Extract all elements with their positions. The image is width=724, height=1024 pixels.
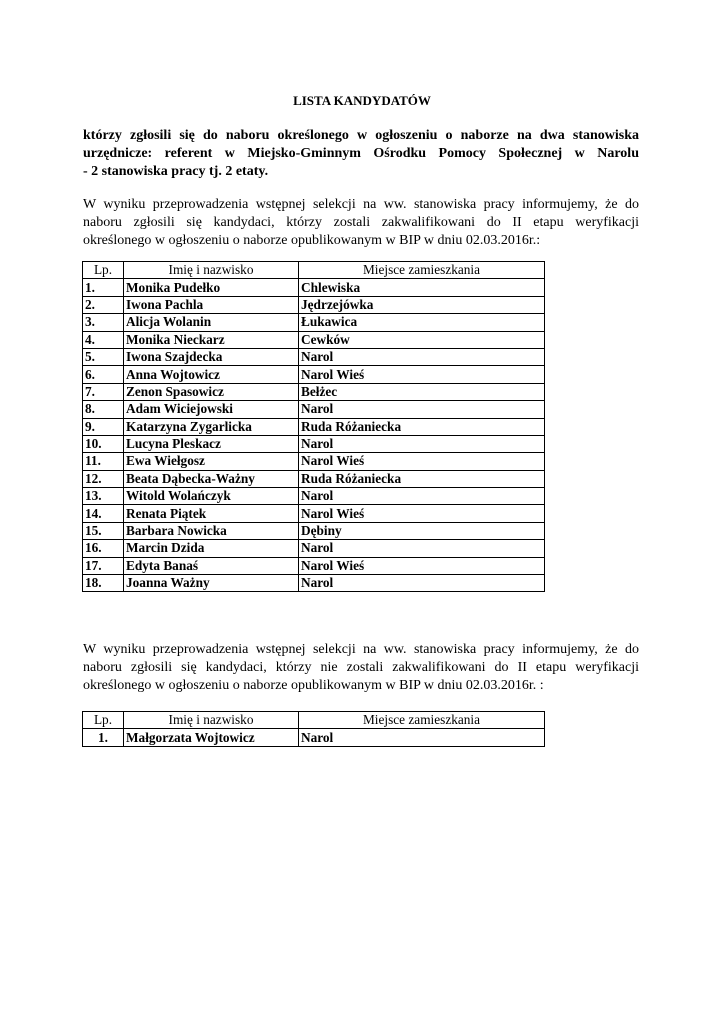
- candidate-residence: Narol: [299, 540, 545, 557]
- table-row: [83, 557, 545, 574]
- row-number: 7.: [83, 383, 124, 400]
- paragraph-line: określonego w ogłoszeniu o naborze opublikowanym w BIP w dniu 02.03.2016r.:: [83, 233, 541, 248]
- candidate-name: Barbara Nowicka: [124, 522, 299, 539]
- table-row: [83, 383, 545, 400]
- subtitle-line: urzędnicze: referent w Miejsko-Gminnym Ośrodku Pomocy Społecznej w Narolu: [83, 146, 639, 161]
- candidate-residence: Narol: [299, 401, 545, 418]
- candidate-name: Iwona Pachla: [124, 296, 299, 313]
- table-row: [83, 331, 545, 348]
- paragraph-line: określonego w ogłoszeniu o naborze opublikowanym w BIP w dniu 02.03.2016r. :: [83, 678, 544, 693]
- table-row: [83, 366, 545, 383]
- table-row: [83, 575, 545, 592]
- header-lp: Lp.: [83, 712, 124, 729]
- candidate-residence: Narol: [299, 488, 545, 505]
- row-number: 10.: [83, 435, 124, 452]
- row-number: 18.: [83, 575, 124, 592]
- candidate-residence: Cewków: [299, 331, 545, 348]
- candidate-name: Renata Piątek: [124, 505, 299, 522]
- candidate-name: Joanna Ważny: [124, 575, 299, 592]
- candidate-name: Beata Dąbecka-Ważny: [124, 470, 299, 487]
- not-qualified-candidates-table: [82, 711, 545, 747]
- candidate-residence: Narol: [299, 435, 545, 452]
- row-number: 13.: [83, 488, 124, 505]
- row-number: 15.: [83, 522, 124, 539]
- candidate-name: Anna Wojtowicz: [124, 366, 299, 383]
- row-number: 1.: [83, 279, 124, 296]
- header-name: Imię i nazwisko: [124, 712, 299, 729]
- candidate-residence: Narol Wieś: [299, 557, 545, 574]
- candidate-name: Małgorzata Wojtowicz: [124, 729, 299, 746]
- row-number: 8.: [83, 401, 124, 418]
- table-row: [83, 279, 545, 296]
- row-number: 11.: [83, 453, 124, 470]
- candidate-name: Marcin Dzida: [124, 540, 299, 557]
- candidate-name: Witold Wolańczyk: [124, 488, 299, 505]
- row-number: 6.: [83, 366, 124, 383]
- candidate-name: Adam Wiciejowski: [124, 401, 299, 418]
- row-number: 14.: [83, 505, 124, 522]
- subtitle-line: którzy zgłosili się do naboru określonego w ogłoszeniu o naborze na dwa stanowiska: [83, 128, 639, 143]
- table-row: [83, 435, 545, 452]
- row-number: 4.: [83, 331, 124, 348]
- table-row: [83, 522, 545, 539]
- table-row: [83, 488, 545, 505]
- candidate-residence: Narol: [299, 575, 545, 592]
- table-row: [83, 314, 545, 331]
- paragraph-line: W wyniku przeprowadzenia wstępnej selekcji na ww. stanowiska pracy informujemy, że do: [83, 642, 639, 657]
- row-number: 1.: [83, 729, 124, 746]
- candidate-name: Lucyna Pleskacz: [124, 435, 299, 452]
- table-row: [83, 296, 545, 313]
- recruitment-subtitle: [83, 127, 639, 181]
- header-lp: Lp.: [83, 262, 124, 279]
- table-row: [83, 470, 545, 487]
- table-row: [83, 401, 545, 418]
- candidate-residence: Narol: [299, 729, 545, 746]
- qualified-intro-paragraph: [83, 196, 639, 250]
- qualified-candidates-table: [82, 261, 545, 592]
- candidate-residence: Dębiny: [299, 522, 545, 539]
- candidate-residence: Narol Wieś: [299, 453, 545, 470]
- row-number: 12.: [83, 470, 124, 487]
- page-title: LISTA KANDYDATÓW: [293, 93, 431, 108]
- table-row: [83, 505, 545, 522]
- candidate-name: Edyta Banaś: [124, 557, 299, 574]
- not-qualified-table-body: [83, 729, 545, 746]
- candidate-residence: Narol Wieś: [299, 505, 545, 522]
- table-row: [83, 540, 545, 557]
- paragraph-line: W wyniku przeprowadzenia wstępnej selekcji na ww. stanowiska pracy informujemy, że do: [83, 197, 639, 212]
- table-header-row: [83, 262, 545, 279]
- header-place: Miejsce zamieszkania: [299, 712, 545, 729]
- table-row: [83, 453, 545, 470]
- candidate-name: Zenon Spasowicz: [124, 383, 299, 400]
- candidate-name: Monika Nieckarz: [124, 331, 299, 348]
- table-row: [83, 418, 545, 435]
- qualified-table-body: [83, 279, 545, 592]
- candidate-residence: Bełżec: [299, 383, 545, 400]
- header-place: Miejsce zamieszkania: [299, 262, 545, 279]
- not-qualified-intro-paragraph: [83, 641, 639, 695]
- candidate-name: Monika Pudełko: [124, 279, 299, 296]
- candidate-residence: Narol: [299, 348, 545, 365]
- candidate-name: Iwona Szajdecka: [124, 348, 299, 365]
- row-number: 5.: [83, 348, 124, 365]
- subtitle-line: - 2 stanowiska pracy tj. 2 etaty.: [83, 164, 269, 179]
- row-number: 16.: [83, 540, 124, 557]
- row-number: 2.: [83, 296, 124, 313]
- paragraph-line: naboru zgłosili się kandydaci, którzy zostali zakwalifikowani do II etapu weryfikacji: [83, 215, 639, 230]
- paragraph-line: naboru zgłosili się kandydaci, którzy nie zostali zakwalifikowani do II etapu weryfikacji: [83, 660, 639, 675]
- table-row: [83, 348, 545, 365]
- candidate-name: Ewa Wiełgosz: [124, 453, 299, 470]
- candidate-name: Alicja Wolanin: [124, 314, 299, 331]
- candidate-residence: Chlewiska: [299, 279, 545, 296]
- row-number: 9.: [83, 418, 124, 435]
- table-header-row: [83, 712, 545, 729]
- candidate-residence: Ruda Różaniecka: [299, 418, 545, 435]
- row-number: 3.: [83, 314, 124, 331]
- candidate-residence: Narol Wieś: [299, 366, 545, 383]
- candidate-name: Katarzyna Zygarlicka: [124, 418, 299, 435]
- candidate-residence: Ruda Różaniecka: [299, 470, 545, 487]
- row-number: 17.: [83, 557, 124, 574]
- candidate-residence: Jędrzejówka: [299, 296, 545, 313]
- table-row: [83, 729, 545, 746]
- header-name: Imię i nazwisko: [124, 262, 299, 279]
- candidate-residence: Łukawica: [299, 314, 545, 331]
